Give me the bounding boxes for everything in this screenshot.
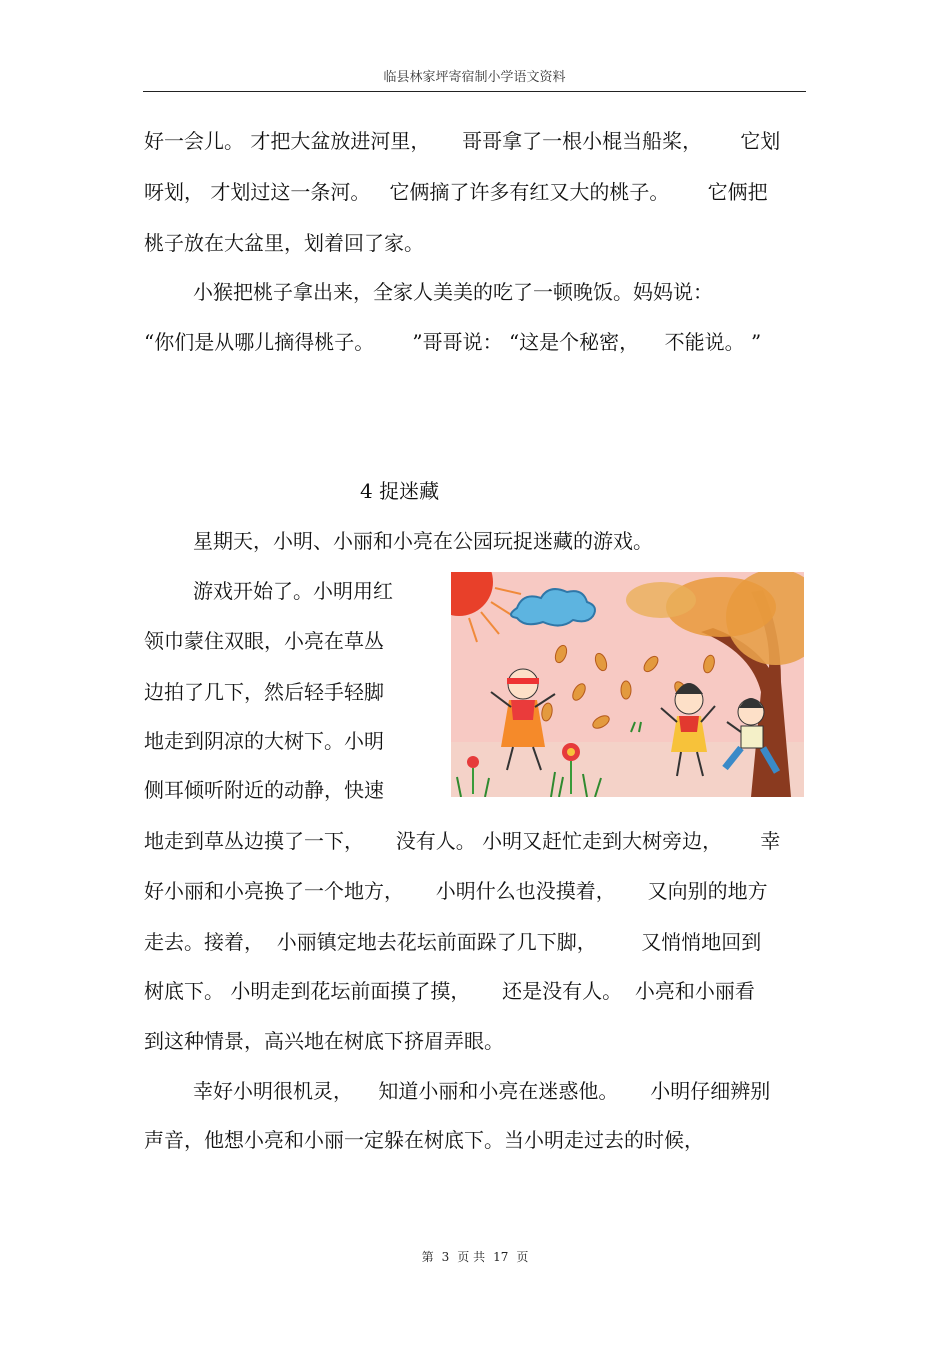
text-line: 幸好小明很机灵， 知道小丽和小亮在迷惑他。 小明仔细辨别 xyxy=(193,1079,771,1103)
footer-suffix: 页 xyxy=(516,1250,529,1264)
text-line: 好小丽和小亮换了一个地方， 小明什么也没摸着， 又向别的地方 xyxy=(144,879,768,903)
footer-total-pages: 17 xyxy=(493,1250,509,1264)
text-line: 走去。接着， 小丽镇定地去花坛前面跺了几下脚， 又悄悄地回到 xyxy=(144,930,762,954)
story-title: 4 捉迷藏 xyxy=(360,479,440,503)
header-rule xyxy=(143,91,806,92)
page-footer xyxy=(0,1248,950,1265)
text-line: 小猴把桃子拿出来，全家人美美的吃了一顿晚饭。妈妈说： xyxy=(193,280,713,304)
text-line: 树底下。 小明走到花坛前面摸了摸， 还是没有人。 小亮和小丽看 xyxy=(144,979,755,1003)
page-header: 临县林家坪寄宿制小学语文资料 xyxy=(383,70,566,85)
text-line: 桃子放在大盆里，划着回了家。 xyxy=(144,231,424,255)
hide-and-seek-illustration xyxy=(451,572,804,797)
text-line: 地走到草丛边摸了一下， 没有人。 小明又赶忙走到大树旁边， 幸 xyxy=(144,829,781,853)
text-line: 好一会儿。 才把大盆放进河里， 哥哥拿了一根小棍当船桨， 它划 xyxy=(144,129,781,153)
text-line: 边拍了几下，然后轻手轻脚 xyxy=(144,680,384,704)
text-line: 游戏开始了。小明用红 xyxy=(193,579,393,603)
text-line: 声音，他想小亮和小丽一定躲在树底下。当小明走过去的时候， xyxy=(144,1128,704,1152)
text-line: “你们是从哪儿摘得桃子。 ”哥哥说： “这是个秘密， 不能说。 ” xyxy=(144,330,762,354)
text-line: 侧耳倾听附近的动静，快速 xyxy=(144,778,384,802)
footer-prefix: 第 xyxy=(421,1250,434,1264)
footer-page-number: 3 xyxy=(441,1250,450,1264)
text-line: 领巾蒙住双眼，小亮在草丛 xyxy=(144,629,384,653)
text-line: 星期天，小明、小丽和小亮在公园玩捉迷藏的游戏。 xyxy=(193,529,653,553)
footer-mid: 页 共 xyxy=(457,1250,486,1264)
text-line: 到这种情景，高兴地在树底下挤眉弄眼。 xyxy=(144,1029,504,1053)
text-line: 地走到阴凉的大树下。小明 xyxy=(144,729,384,753)
text-line: 呀划， 才划过这一条河。 它俩摘了许多有红又大的桃子。 它俩把 xyxy=(144,180,768,204)
